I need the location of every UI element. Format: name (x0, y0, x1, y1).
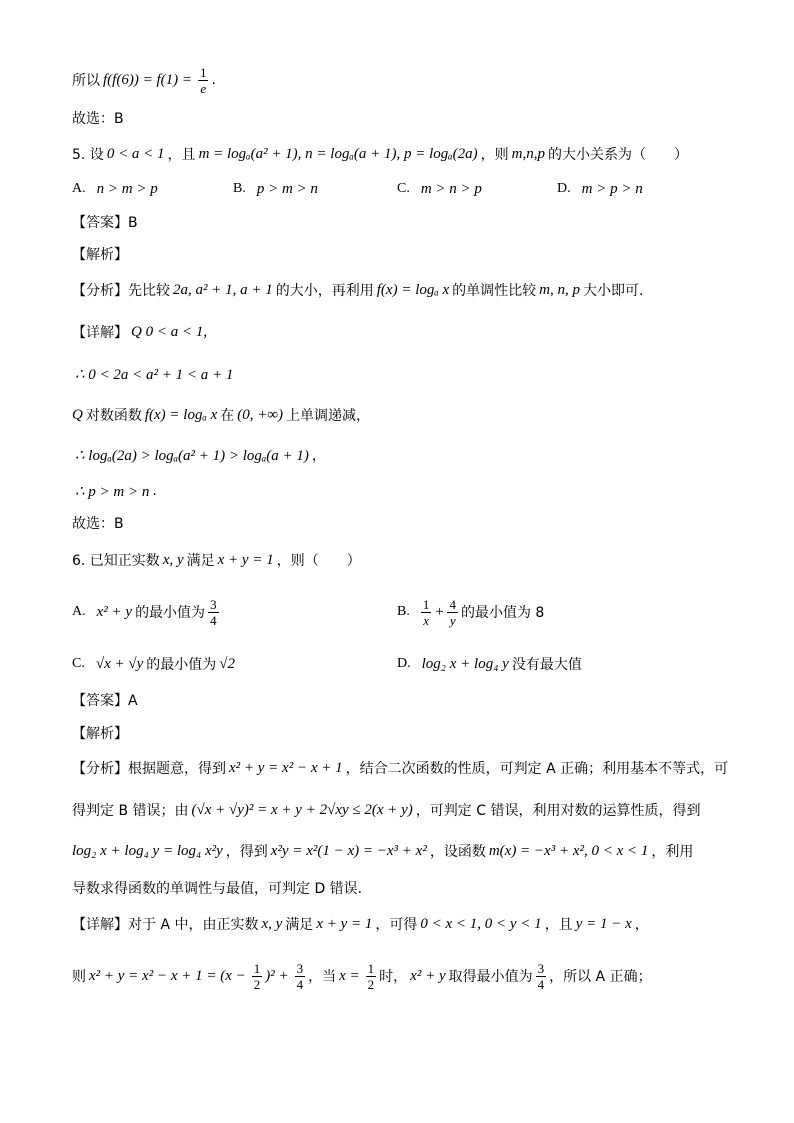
math-expression: x + y = 1 (316, 915, 373, 932)
fraction-numerator: 1 (367, 960, 375, 976)
q5-detail-4 (72, 442, 326, 468)
option-label: B. (397, 604, 410, 619)
fraction (198, 65, 209, 96)
question-number: 5. 设 (72, 147, 104, 163)
option-value: p > m > n (256, 180, 318, 197)
math-expression: m = logₐ(a² + 1), n = logₐ(a + 1), p = logₐ(2a) (198, 145, 478, 162)
q5-option-a (72, 176, 161, 202)
option-label: D. (557, 181, 571, 196)
option-label: C. (397, 181, 410, 196)
question-6-stem (72, 547, 361, 573)
text: ， (634, 917, 649, 933)
text: 导数求得函数的单调性与最值，可判定 D 错误. (72, 881, 363, 897)
fraction-numerator: 3 (210, 596, 217, 612)
math-expression: x, y (261, 915, 283, 932)
text: ，得到 (225, 844, 268, 860)
text: 上单调递减， (286, 408, 371, 424)
math-expression: m,n,p (511, 145, 545, 162)
text: ，当 (308, 969, 337, 985)
text: ，则（ ） (276, 553, 361, 569)
q6-detail-2 (72, 960, 652, 992)
q5-detail-1 (72, 319, 210, 345)
math-expression: )² + (265, 967, 289, 984)
math-expression: ∴ p > m > n (75, 483, 150, 500)
text: 的大小，再利用 (275, 283, 374, 299)
text: 故选：B (72, 516, 124, 532)
q6-option-a (72, 596, 222, 628)
fraction (208, 597, 219, 628)
fraction-numerator: 1 (199, 64, 207, 80)
math-expression: (√x + √y)² = x + y + 2√xy ≤ 2(x + y) (191, 801, 413, 818)
plus-sign: + (434, 603, 445, 620)
text: ，设函数 (429, 844, 486, 860)
option-value: m > n > p (420, 180, 482, 197)
text: 得判定 B 错误；由 (72, 803, 189, 819)
math-expression: x² + y (96, 603, 133, 620)
q6-option-b (397, 596, 545, 628)
math-expression: f(x) = logₐ x (376, 281, 450, 298)
math-expression: x² + y = x² − x + 1 = (x − (89, 967, 246, 984)
option-value: n > m > p (96, 180, 158, 197)
q6-detail-1 (72, 911, 649, 937)
text: 故选：B (72, 111, 124, 127)
text: 【详解】对于 A 中，由正实数 (72, 917, 259, 933)
fraction (295, 961, 306, 992)
text: 大小即可. (583, 283, 644, 299)
fraction-denominator: e (200, 80, 207, 96)
fraction (447, 597, 458, 628)
text: . (211, 72, 216, 88)
q5-detail-2 (72, 361, 236, 387)
fraction-numerator: 1 (422, 596, 430, 612)
fraction (366, 961, 377, 992)
answer-text: 【答案】B (72, 215, 138, 231)
fraction-numerator: 3 (296, 960, 304, 976)
math-expression: 0 < a < 1 (106, 145, 165, 162)
math-expression: y = 1 − x (575, 915, 632, 932)
math-expression: 0 < x < 1, 0 < y < 1 (420, 915, 542, 932)
option-label: D. (397, 656, 411, 671)
q5-analysis-title (72, 241, 128, 267)
text: 所以 (72, 73, 100, 89)
text: ，则 (480, 147, 509, 163)
math-expression: Q (72, 406, 83, 423)
math-expression: (0, +∞) (237, 406, 284, 423)
q6-option-d (397, 651, 582, 677)
question-number: 6. 已知正实数 (72, 553, 160, 569)
math-expression: x + y = 1 (217, 551, 274, 568)
text: 取得最小值为 (448, 969, 533, 985)
analysis-title: 【解析】 (72, 726, 128, 742)
text: 的最小值为 (135, 605, 206, 621)
text: 【分析】先比较 (72, 283, 170, 299)
q5-detail-3 (72, 402, 370, 428)
q6-answer (72, 687, 138, 713)
q6-analysis-title (72, 720, 128, 746)
fraction-denominator: 4 (296, 976, 304, 992)
q6-option-c (72, 651, 238, 677)
fraction-denominator: 4 (537, 976, 545, 992)
fraction (252, 961, 263, 992)
q6-analysis-1 (72, 755, 728, 781)
choice-line (72, 105, 124, 131)
text: ，可得 (375, 917, 418, 933)
text: 【分析】根据题意，得到 (72, 761, 226, 777)
q5-choice (72, 510, 124, 536)
fraction-numerator: 3 (537, 960, 545, 976)
option-label: B. (233, 181, 246, 196)
text: ，且 (544, 917, 573, 933)
fraction-denominator: 2 (253, 976, 261, 992)
q6-analysis-4 (72, 875, 362, 901)
text: 满足 (186, 553, 215, 569)
option-value: m > p > n (581, 180, 643, 197)
q6-analysis-3 (72, 838, 693, 864)
fraction-denominator: 4 (210, 612, 217, 628)
text: 的大小关系为（ ） (547, 147, 688, 163)
fraction-denominator: 2 (367, 976, 375, 992)
text: 【详解】 (72, 325, 128, 341)
fraction-numerator: 4 (449, 596, 456, 612)
text: ， (311, 448, 326, 464)
math-expression: f(x) = logₐ x (144, 406, 218, 423)
text: ，所以 A 正确； (549, 969, 652, 985)
math-expression: x = (339, 967, 360, 984)
text: 时， (379, 969, 408, 985)
q5-analysis (72, 277, 643, 303)
text: 没有最大值 (511, 657, 582, 673)
fraction-denominator: x (423, 612, 429, 628)
fraction (421, 597, 432, 628)
math-expression: f(f(6)) = f(1) = (103, 71, 192, 88)
fraction (536, 961, 547, 992)
q5-option-d (557, 176, 646, 202)
analysis-title: 【解析】 (72, 247, 128, 263)
math-expression: √2 (219, 655, 235, 672)
answer-text: 【答案】A (72, 693, 138, 709)
option-label: C. (72, 656, 85, 671)
math-expression: Q 0 < a < 1, (131, 323, 208, 340)
question-5-stem (72, 141, 688, 167)
q5-answer (72, 209, 138, 235)
text: 满足 (285, 917, 314, 933)
conclusion-line (72, 64, 216, 96)
fraction-denominator: y (449, 612, 456, 628)
math-expression: m(x) = −x³ + x², 0 < x < 1 (488, 842, 649, 859)
text: 在 (220, 408, 235, 424)
q5-detail-5 (72, 478, 157, 504)
text: 的单调性比较 (452, 283, 537, 299)
math-expression: log₂ x + log₄ y (421, 655, 509, 672)
text: ，可判定 C 错误，利用对数的运算性质，得到 (415, 803, 701, 819)
text: 对数函数 (85, 408, 142, 424)
option-label: A. (72, 181, 86, 196)
text: 的最小值为 (146, 657, 217, 673)
math-expression: ∴ logₐ(2a) > logₐ(a² + 1) > logₐ(a + 1) (75, 447, 309, 464)
math-expression: x² + y (410, 967, 446, 984)
text: 的最小值为 8 (460, 605, 545, 621)
text: . (152, 483, 157, 499)
option-label: A. (72, 604, 86, 619)
math-expression: √x + √y (95, 655, 144, 672)
math-expression: x, y (162, 551, 184, 568)
text: ，利用 (651, 844, 694, 860)
math-expression: x² + y = x² − x + 1 (229, 759, 343, 776)
math-expression: ∴ 0 < 2a < a² + 1 < a + 1 (75, 366, 234, 383)
math-expression: log₂ x + log₄ y = log₄ x²y (72, 842, 223, 859)
math-expression: 2a, a² + 1, a + 1 (173, 281, 273, 298)
q5-option-c (397, 176, 485, 202)
text: 则 (72, 969, 86, 985)
math-expression: x²y = x²(1 − x) = −x³ + x² (270, 842, 427, 859)
q5-option-b (233, 176, 321, 202)
text: ，且 (167, 147, 196, 163)
math-expression: m, n, p (539, 281, 580, 298)
fraction-numerator: 1 (253, 960, 261, 976)
text: ，结合二次函数的性质，可判定 A 正确；利用基本不等式，可 (345, 761, 729, 777)
q6-analysis-2 (72, 797, 700, 823)
